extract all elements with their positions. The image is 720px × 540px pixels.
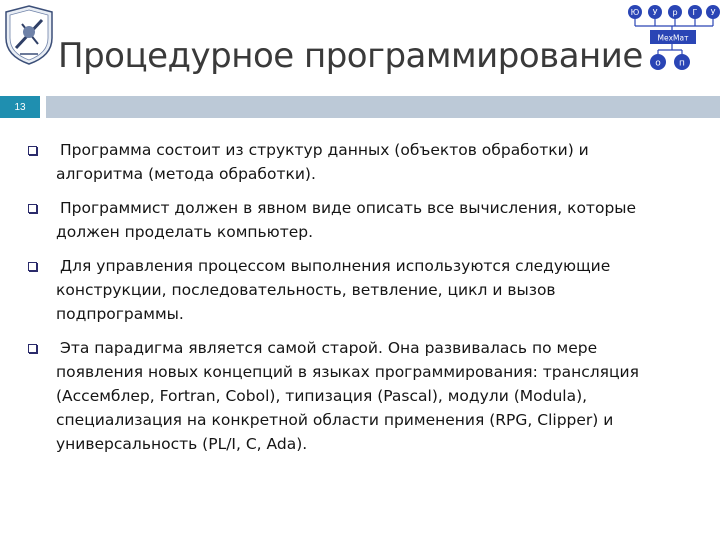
logo-center-label: МехМат: [657, 33, 689, 43]
logo-letter: У: [710, 8, 716, 17]
university-crest-icon: [2, 4, 56, 66]
bullet-text: Программа состоит из структур данных (объектов обработки) и алгоритма (метода обработки).: [56, 141, 589, 183]
square-bullet-icon: [28, 262, 37, 271]
bullet-text: Для управления процессом выполнения используются следующие конструкции, последовательность, ветвление, цикл и вызов подпрограммы.: [56, 257, 611, 323]
logo-letter: Г: [692, 8, 698, 17]
square-bullet-icon: [28, 204, 37, 213]
logo-letter: р: [672, 8, 678, 17]
mechmat-logo-icon: [620, 2, 720, 76]
slide-number: 13: [0, 96, 40, 118]
slide-header-bar: [0, 96, 720, 118]
square-bullet-icon: [28, 146, 37, 155]
bullet-text: Программист должен в явном виде описать все вычисления, которые должен проделать компьютер.: [56, 199, 637, 241]
list-item: [28, 138, 678, 186]
bullet-list: [28, 138, 678, 466]
list-item: [28, 254, 678, 326]
list-item: [28, 196, 678, 244]
page-title: Процедурное программирование: [58, 36, 643, 76]
logo-letter: Ю: [630, 8, 640, 17]
slide-progress-track: [46, 96, 720, 118]
logo-letter: о: [655, 58, 661, 69]
bullet-text: Эта парадигма является самой старой. Она развивалась по мере появления новых концепций в языках программирования: трансляция (Ассемблер, Fortran, Cobol), типизация (Pascal), модули (Modula), специализация на конкретной области применения (RPG, Clipper) и универсальность (PL/I, C, Ada).: [56, 339, 639, 453]
list-item: [28, 336, 678, 456]
square-bullet-icon: [28, 344, 37, 353]
logo-letter: п: [679, 58, 685, 69]
logo-letter: У: [652, 8, 658, 17]
